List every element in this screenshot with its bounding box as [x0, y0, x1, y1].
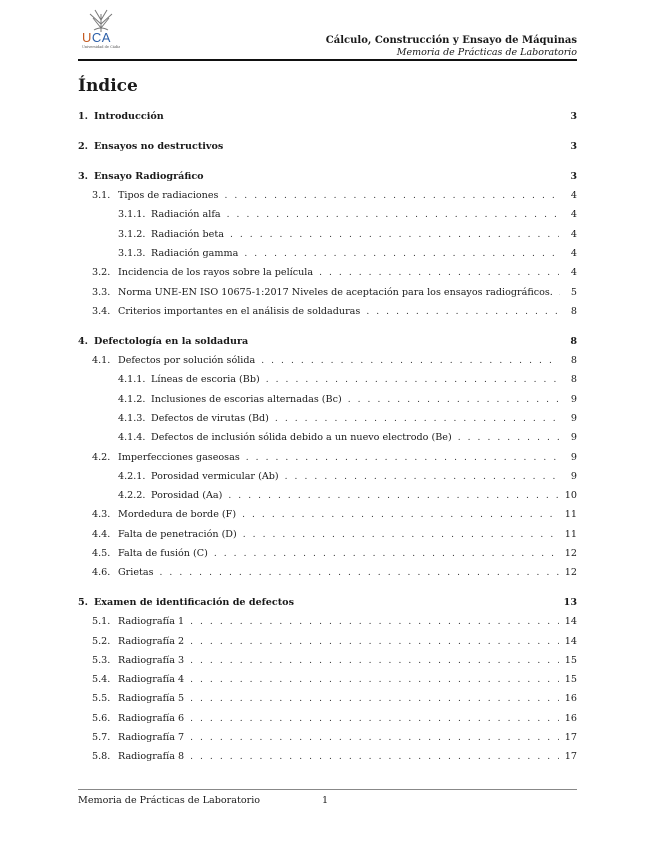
toc-subsection-entry[interactable] [78, 616, 577, 630]
toc-entry-number: 4.1.2. [118, 394, 146, 405]
toc-entry-number: 5. [78, 597, 89, 608]
toc-entry-label: Introducción [94, 111, 164, 122]
toc-entry-number: 3.4. [92, 306, 111, 317]
toc-entry-number: 4. [78, 336, 89, 347]
toc-entry-number: 4.4. [92, 529, 111, 540]
toc-entry-label: Líneas de escoria (Bb) [151, 374, 260, 385]
toc-entry-number: 1. [78, 111, 89, 122]
toc-dot-leader [348, 395, 559, 405]
toc-entry-number: 3.1.1. [118, 209, 146, 220]
toc-entry-number: 3.3. [92, 287, 111, 298]
toc-entry-number: 5.3. [92, 655, 111, 666]
toc-dot-leader [243, 530, 559, 540]
toc-entry-page: 14 [564, 616, 577, 627]
toc-entry-page: 13 [563, 597, 577, 608]
footer-text: Memoria de Prácticas de Laboratorio [78, 795, 261, 806]
toc-entry-label: Falta de fusión (C) [118, 548, 208, 559]
toc-subsection-entry[interactable] [78, 529, 577, 543]
toc-subsection-entry[interactable] [78, 374, 577, 388]
toc-entry-page: 4 [570, 209, 577, 220]
toc-entry-label: Ensayos no destructivos [94, 141, 224, 152]
toc-entry-label: Radiación gamma [151, 248, 239, 259]
toc-entry-page: 12 [564, 548, 577, 559]
toc-entry-page: 12 [564, 567, 577, 578]
toc-subsection-entry[interactable] [78, 267, 577, 281]
toc-dot-leader [214, 549, 559, 559]
toc-subsection-entry[interactable] [78, 432, 577, 446]
toc-entry-number: 4.2.1. [118, 471, 146, 482]
toc-entry-page: 9 [570, 432, 577, 443]
toc-entry-label: Radiografía 3 [118, 655, 185, 666]
toc-entry-label: Inclusiones de escorias alternadas (Bc) [151, 394, 342, 405]
toc-entry-number: 5.1. [92, 616, 111, 627]
toc-entry-label: Incidencia de los rayos sobre la película [118, 267, 314, 278]
toc-entry-label: Radiografía 1 [118, 616, 185, 627]
toc-subsection-entry[interactable] [78, 471, 577, 485]
toc-dot-leader [458, 433, 559, 443]
toc-subsection-entry[interactable] [78, 636, 577, 650]
toc-entry-page: 8 [570, 355, 577, 366]
toc-section-entry[interactable] [78, 171, 577, 185]
toc-entry-number: 2. [78, 141, 89, 152]
toc-entry-number: 3.1. [92, 190, 111, 201]
toc-entry-label: Radiación beta [151, 229, 224, 240]
toc-entry-label: Grietas [118, 567, 154, 578]
toc-entry-number: 4.1.4. [118, 432, 146, 443]
toc-entry-page: 4 [570, 190, 577, 201]
toc-entry-number: 4.6. [92, 567, 111, 578]
toc-entry-label: Radiografía 2 [118, 636, 185, 647]
toc-entry-number: 4.1.1. [118, 374, 146, 385]
toc-entry-label: Defectos por solución sólida [118, 355, 256, 366]
toc-subsection-entry[interactable] [78, 751, 577, 765]
toc-entry-page: 10 [564, 490, 577, 501]
logo-subtext: Universidad de Cádiz [82, 45, 121, 49]
toc-entry-page: 9 [570, 394, 577, 405]
toc-dot-leader [285, 472, 559, 482]
toc-subsection-entry[interactable] [78, 190, 577, 204]
toc-entry-page: 3 [570, 111, 577, 122]
toc-entry-label: Porosidad vermicular (Ab) [151, 471, 279, 482]
toc-subsection-entry[interactable] [78, 355, 577, 369]
toc-subsection-entry[interactable] [78, 209, 577, 223]
toc-entry-label: Radiografía 8 [118, 751, 185, 762]
toc-section-entry[interactable] [78, 111, 577, 125]
toc-title: Índice [78, 76, 138, 96]
toc-entry-number: 4.1. [92, 355, 111, 366]
toc-subsection-entry[interactable] [78, 452, 577, 466]
toc-entry-label: Radiografía 6 [118, 713, 185, 724]
logo-letters: UCA [82, 30, 111, 45]
toc-entry-label: Radiografía 5 [118, 693, 185, 704]
toc-dot-leader [190, 714, 559, 724]
footer-rule [78, 789, 577, 790]
toc-entry-page: 15 [564, 674, 577, 685]
toc-entry-label: Radiación alfa [151, 209, 221, 220]
toc-entry-page: 4 [570, 267, 577, 278]
toc-subsection-entry[interactable] [78, 306, 577, 320]
toc-entry-page: 11 [564, 509, 577, 520]
toc-section-entry[interactable] [78, 141, 577, 155]
toc-dot-leader [190, 694, 559, 704]
toc-dot-leader [366, 307, 559, 317]
toc-entry-page: 4 [570, 248, 577, 259]
toc-entry-page: 8 [570, 336, 577, 347]
toc-dot-leader [190, 733, 559, 743]
toc-dot-leader [190, 675, 559, 685]
toc-entry-number: 5.7. [92, 732, 111, 743]
toc-entry-number: 5.6. [92, 713, 111, 724]
toc-section-entry[interactable] [78, 597, 577, 611]
toc-entry-page: 17 [564, 732, 577, 743]
toc-entry-number: 4.2. [92, 452, 111, 463]
toc-subsection-entry[interactable] [78, 490, 577, 504]
toc-entry-label: Defectos de virutas (Bd) [151, 413, 269, 424]
toc-dot-leader [319, 268, 559, 278]
toc-entry-page: 8 [570, 306, 577, 317]
toc-dot-leader [227, 210, 559, 220]
toc-entry-label: Ensayo Radiográfico [94, 171, 204, 182]
toc-dot-leader [190, 617, 559, 627]
toc-subsection-entry[interactable] [78, 413, 577, 427]
toc-entry-number: 5.8. [92, 751, 111, 762]
toc-entry-page: 3 [570, 171, 577, 182]
toc-entry-label: Examen de identificación de defectos [94, 597, 294, 608]
toc-dot-leader [266, 375, 559, 385]
toc-subsection-entry[interactable] [78, 713, 577, 727]
toc-entry-label: Radiografía 4 [118, 674, 185, 685]
toc-entry-label: Criterios importantes en el análisis de soldaduras [118, 306, 361, 317]
toc-subsection-entry[interactable] [78, 567, 577, 581]
toc-subsection-entry[interactable] [78, 548, 577, 562]
toc-subsection-entry[interactable] [78, 732, 577, 746]
toc-entry-label: Falta de penetración (D) [118, 529, 237, 540]
toc-dot-leader [160, 568, 559, 578]
toc-entry-number: 5.4. [92, 674, 111, 685]
toc-dot-leader [224, 191, 559, 201]
header-subtitle: Memoria de Prácticas de Laboratorio [396, 47, 577, 58]
toc-entry-page: 16 [564, 693, 577, 704]
toc-entry-label: Defectología en la soldadura [94, 336, 249, 347]
toc-dot-leader [261, 356, 559, 366]
toc-entry-number: 5.5. [92, 693, 111, 704]
toc-dot-leader [190, 637, 559, 647]
toc-subsection-entry[interactable] [78, 509, 577, 523]
toc-entry-page: 4 [570, 229, 577, 240]
toc-entry-number: 3.1.2. [118, 229, 146, 240]
toc-entry-page: 9 [570, 413, 577, 424]
toc-subsection-entry[interactable] [78, 655, 577, 669]
toc-subsection-entry[interactable] [78, 229, 577, 243]
toc-dot-leader [228, 491, 558, 501]
toc-entry-number: 4.2.2. [118, 490, 146, 501]
toc-entry-page: 3 [570, 141, 577, 152]
toc-entry-page: 9 [570, 471, 577, 482]
toc-entry-label: Defectos de inclusión sólida debido a un nuevo electrodo (Be) [151, 432, 452, 443]
toc-entry-number: 4.1.3. [118, 413, 146, 424]
toc-subsection-entry[interactable] [78, 674, 577, 688]
toc-entry-page: 9 [570, 452, 577, 463]
toc-entry-page: 14 [564, 636, 577, 647]
toc-subsection-entry[interactable] [78, 394, 577, 408]
toc-subsection-entry[interactable] [78, 248, 577, 262]
toc-entry-page: 8 [570, 374, 577, 385]
page-number: 1 [322, 795, 329, 806]
toc-entry-number: 4.5. [92, 548, 111, 559]
toc-entry-label: Tipos de radiaciones [118, 190, 219, 201]
toc-subsection-entry[interactable] [78, 287, 577, 301]
toc-entry-page: 5 [570, 287, 577, 298]
toc-dot-leader [244, 249, 559, 259]
toc-entry-page: 16 [564, 713, 577, 724]
toc-entry-number: 4.3. [92, 509, 111, 520]
toc-entry-number: 5.2. [92, 636, 111, 647]
header-rule [78, 59, 577, 61]
toc-entry-label: Mordedura de borde (F) [118, 509, 237, 520]
toc-entry-label: Porosidad (Aa) [151, 490, 223, 501]
toc-entry-label: Radiografía 7 [118, 732, 185, 743]
toc-entry-page: 17 [564, 751, 577, 762]
toc-dot-leader [246, 453, 559, 463]
toc-dot-leader [190, 752, 559, 762]
toc-dot-leader [230, 230, 559, 240]
header-title: Cálculo, Construcción y Ensayo de Máquinas [325, 35, 577, 46]
toc-dot-leader [190, 656, 559, 666]
toc-dot-leader [275, 414, 559, 424]
toc-entry-number: 3.2. [92, 267, 111, 278]
toc-section-entry[interactable] [78, 336, 577, 350]
toc-subsection-entry[interactable] [78, 693, 577, 707]
toc-entry-number: 3.1.3. [118, 248, 146, 259]
toc-entry-label: Norma UNE-EN ISO 10675-1:2017 Niveles de aceptación para los ensayos radiográficos. [118, 287, 553, 298]
toc-entry-page: 15 [564, 655, 577, 666]
toc-entry-number: 3. [78, 171, 89, 182]
toc-entry-page: 11 [564, 529, 577, 540]
toc-entry-label: Imperfecciones gaseosas [118, 452, 240, 463]
toc-dot-leader [242, 510, 559, 520]
